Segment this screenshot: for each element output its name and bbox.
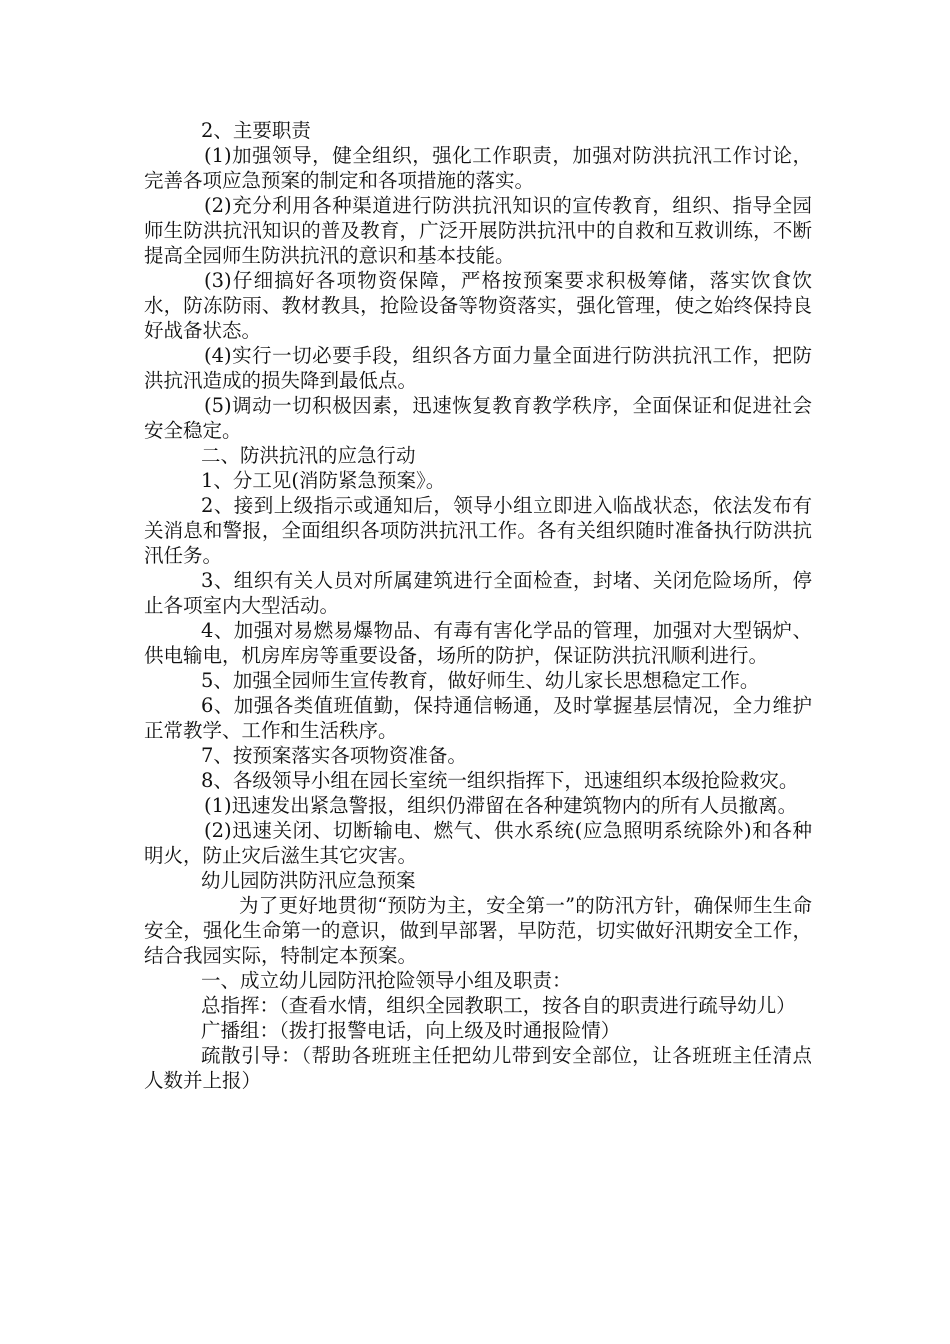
section-heading: 二、防洪抗汛的应急行动	[201, 444, 416, 467]
paragraph: 5、加强全园师生宣传教育，做好师生、幼儿家长思想稳定工作。	[201, 669, 760, 692]
paragraph: 6、加强各类值班值勤，保持通信畅通，及时掌握基层情况，全力维护正常教学、工作和生活秩序。	[144, 694, 812, 742]
paragraph: (5)调动一切积极因素，迅速恢复教育教学秩序，全面保证和促进社会安全稳定。	[144, 394, 812, 442]
section-heading: 一、成立幼儿园防汛抢险领导小组及职责：	[201, 969, 572, 992]
paragraph: 7、按预案落实各项物资准备。	[201, 744, 467, 767]
paragraph: 2、主要职责	[201, 119, 311, 142]
paragraph: 为了更好地贯彻“预防为主，安全第一”的防汛方针，确保师生生命安全，强化生命第一的意识，做到早部署，早防范，切实做好汛期安全工作，结合我园实际，特制定本预案。	[144, 894, 812, 967]
paragraph: (3)仔细搞好各项物资保障，严格按预案要求积极筹储，落实饮食饮水，防冻防雨、教材教具，抢险设备等物资落实，强化管理，使之始终保持良好战备状态。	[144, 269, 812, 342]
paragraph: 2、接到上级指示或通知后，领导小组立即进入临战状态，依法发布有关消息和警报，全面组织各项防洪抗汛工作。各有关组织随时准备执行防洪抗汛任务。	[144, 494, 812, 567]
paragraph: 总指挥：（查看水情，组织全园教职工，按各自的职责进行疏导幼儿）	[201, 994, 796, 1017]
document-body	[144, 118, 812, 1093]
document-title: 幼儿园防洪防汛应急预案	[201, 869, 416, 892]
paragraph: 8、各级领导小组在园长室统一组织指挥下，迅速组织本级抢险救灾。	[201, 769, 799, 792]
paragraph: 疏散引导：（帮助各班班主任把幼儿带到安全部位，让各班班主任清点人数并上报）	[144, 1044, 812, 1092]
paragraph: 3、组织有关人员对所属建筑进行全面检查，封堵、关闭危险场所，停止各项室内大型活动。	[144, 569, 812, 617]
paragraph: (2)迅速关闭、切断输电、燃气、供水系统(应急照明系统除外)和各种明火，防止灾后滋生其它灾害。	[144, 819, 812, 867]
paragraph: 1、分工见(消防紧急预案》。	[201, 469, 446, 492]
paragraph: (2)充分利用各种渠道进行防洪抗汛知识的宣传教育，组织、指导全园师生防洪抗汛知识的普及教育，广泛开展防洪抗汛中的自救和互救训练，不断提高全园师生防洪抗汛的意识和基本技能。	[144, 194, 812, 267]
paragraph: (1)加强领导，健全组织，强化工作职责，加强对防洪抗汛工作讨论，完善各项应急预案的制定和各项措施的落实。	[144, 144, 812, 192]
paragraph: 4、加强对易燃易爆物品、有毒有害化学品的管理，加强对大型锅炉、供电输电，机房库房等重要设备，场所的防护，保证防洪抗汛顺利进行。	[144, 619, 812, 667]
paragraph: 广播组：（拨打报警电话，向上级及时通报险情）	[201, 1019, 621, 1042]
paragraph: (4)实行一切必要手段，组织各方面力量全面进行防洪抗汛工作，把防洪抗汛造成的损失降到最低点。	[144, 344, 812, 392]
paragraph: (1)迅速发出紧急警报，组织仍滞留在各种建筑物内的所有人员撤离。	[204, 794, 798, 817]
